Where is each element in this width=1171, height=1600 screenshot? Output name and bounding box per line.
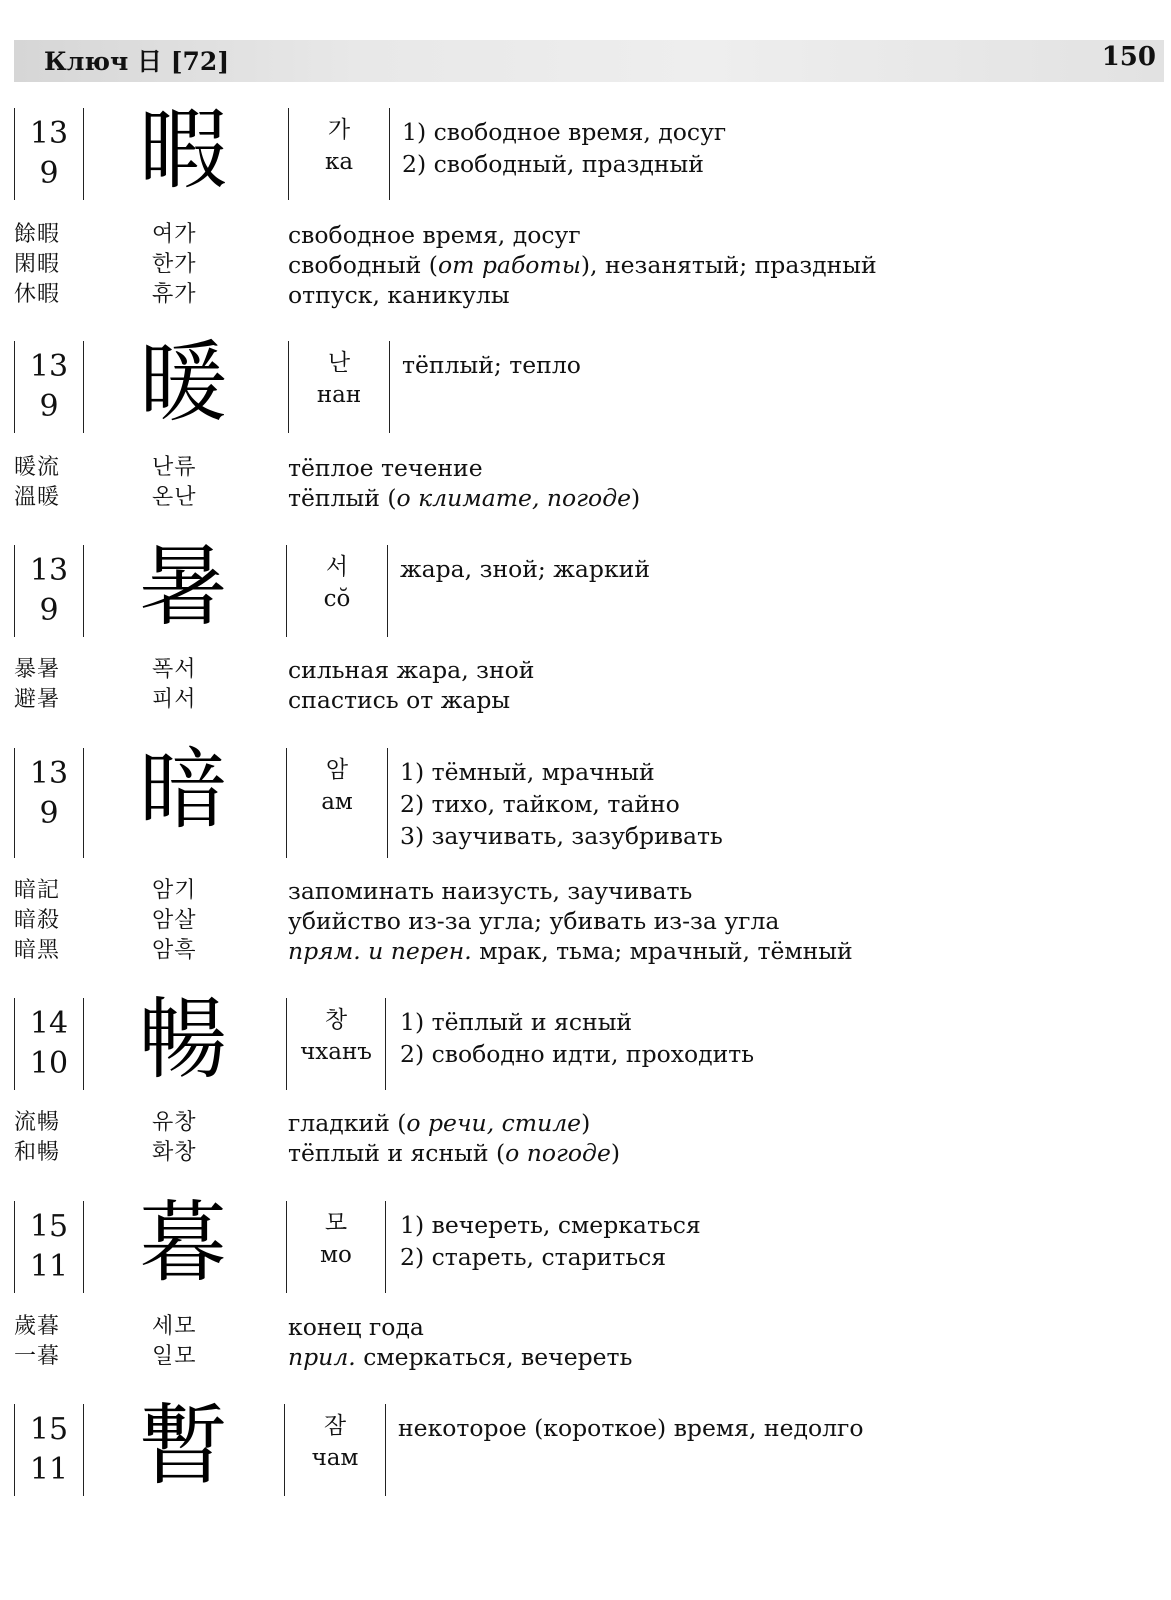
reading-column xyxy=(286,545,388,637)
kanji-character: 暮 xyxy=(138,1191,227,1294)
compound-meaning xyxy=(288,250,877,280)
compounds-list xyxy=(0,453,1171,513)
meaning-line: тёплый; тепло xyxy=(402,351,581,379)
compound-row xyxy=(0,280,1171,310)
cyrillic-reading: мо xyxy=(320,1242,352,1268)
compounds-list xyxy=(0,1108,1171,1168)
compound-hanja: 暗黑 xyxy=(14,938,61,963)
compound-meaning xyxy=(288,220,581,250)
stroke-counts xyxy=(14,341,84,433)
compound-row xyxy=(0,1312,1171,1342)
compound-meaning xyxy=(288,936,853,966)
page-header xyxy=(14,40,1164,82)
stroke-total: 13 xyxy=(29,349,69,384)
compound-korean: 암흑 xyxy=(152,938,197,963)
compound-row xyxy=(0,453,1171,483)
meanings-list xyxy=(400,1201,701,1273)
compound-hanja: 一暮 xyxy=(14,1344,61,1369)
kanji-character: 暑 xyxy=(138,535,227,638)
compound-meaning xyxy=(288,876,692,906)
entry xyxy=(0,988,1171,1091)
kanji-character: 暢 xyxy=(138,988,227,1091)
meaning-text: сильная жара, зной xyxy=(288,656,535,684)
meaning-line: 1) вечереть, смеркаться xyxy=(400,1211,701,1239)
meaning-text: конец года xyxy=(288,1313,424,1341)
compound-row xyxy=(0,1342,1171,1372)
compound-korean: 유창 xyxy=(152,1110,197,1135)
compound-row xyxy=(0,483,1171,513)
stroke-extra: 10 xyxy=(29,1046,69,1081)
compound-hanja: 流暢 xyxy=(14,1110,61,1135)
kanji-character: 暇 xyxy=(138,98,227,201)
compounds-list xyxy=(0,1312,1171,1372)
compound-row xyxy=(0,685,1171,715)
compound-hanja: 和暢 xyxy=(14,1140,61,1165)
grammar-note: о погоде xyxy=(505,1139,611,1167)
reading-column xyxy=(286,998,386,1090)
compound-meaning xyxy=(288,483,640,513)
compound-hanja: 餘暇 xyxy=(14,222,61,247)
meanings-list xyxy=(402,341,581,381)
meaning-line: 1) тёплый и ясный xyxy=(400,1008,633,1036)
cyrillic-reading: ам xyxy=(321,789,353,815)
reading-column xyxy=(288,341,390,433)
meanings-list xyxy=(402,108,726,180)
stroke-extra: 9 xyxy=(39,156,59,191)
compound-meaning xyxy=(288,1138,620,1168)
stroke-total: 15 xyxy=(29,1412,69,1447)
stroke-counts xyxy=(14,1201,84,1293)
meaning-line: 2) свободный, праздный xyxy=(402,150,704,178)
stroke-total: 15 xyxy=(29,1209,69,1244)
compound-meaning xyxy=(288,453,483,483)
kanji-character: 暖 xyxy=(138,331,227,434)
meaning-text: убийство из-за угла; убивать из-за угла xyxy=(288,907,780,935)
meaning-line: 3) заучивать, зазубривать xyxy=(400,822,723,850)
hangul-reading: 가 xyxy=(327,117,351,143)
compound-meaning xyxy=(288,1312,424,1342)
meaning-text: спастись от жары xyxy=(288,686,511,714)
stroke-extra: 9 xyxy=(39,593,59,628)
compound-row xyxy=(0,1108,1171,1138)
grammar-note: от работы xyxy=(437,251,581,279)
reading-column xyxy=(284,1404,386,1496)
cyrillic-reading: чханъ xyxy=(300,1039,372,1065)
stroke-extra: 9 xyxy=(39,389,59,424)
compound-row xyxy=(0,936,1171,966)
stroke-counts xyxy=(14,545,84,637)
meanings-list xyxy=(398,1404,864,1444)
compound-korean: 여가 xyxy=(152,222,197,247)
compound-hanja: 暗記 xyxy=(14,878,61,903)
meaning-text: ), незанятый; праздный xyxy=(580,251,877,279)
meaning-line: 2) стареть, стариться xyxy=(400,1243,667,1271)
compound-meaning xyxy=(288,1342,632,1372)
compounds-list xyxy=(0,655,1171,715)
entry xyxy=(0,331,1171,434)
kanji-character: 暗 xyxy=(138,738,227,841)
compound-korean: 세모 xyxy=(152,1314,197,1339)
compound-korean: 일모 xyxy=(152,1344,197,1369)
stroke-counts xyxy=(14,108,84,200)
hangul-reading: 잠 xyxy=(323,1413,347,1439)
hangul-reading: 암 xyxy=(325,757,349,783)
compound-korean: 한가 xyxy=(152,252,197,277)
compound-korean: 화창 xyxy=(152,1140,197,1165)
compound-hanja: 暗殺 xyxy=(14,908,61,933)
compound-hanja: 歲暮 xyxy=(14,1314,61,1339)
compound-meaning xyxy=(288,685,510,715)
stroke-total: 13 xyxy=(29,756,69,791)
compound-hanja: 休暇 xyxy=(14,282,61,307)
compound-meaning xyxy=(288,1108,590,1138)
stroke-total: 13 xyxy=(29,553,69,588)
compound-row xyxy=(0,906,1171,936)
compound-hanja: 避暑 xyxy=(14,687,61,712)
meaning-text: ) xyxy=(631,484,641,512)
compound-row xyxy=(0,220,1171,250)
meanings-list xyxy=(400,545,650,585)
meaning-line: жара, зной; жаркий xyxy=(400,555,650,583)
meaning-text: ) xyxy=(610,1139,621,1167)
grammar-note: прил. xyxy=(288,1343,356,1371)
entry xyxy=(0,738,1171,858)
compound-hanja: 暖流 xyxy=(14,455,61,480)
entry xyxy=(0,1191,1171,1294)
stroke-counts xyxy=(14,748,84,858)
stroke-total: 14 xyxy=(29,1006,69,1041)
stroke-extra: 11 xyxy=(29,1452,69,1487)
compound-row xyxy=(0,655,1171,685)
reading-column xyxy=(286,1201,386,1293)
meaning-text: тёплый ( xyxy=(288,484,397,512)
reading-column xyxy=(286,748,388,858)
meaning-text: мрак, тьма; мрачный, тёмный xyxy=(471,937,853,965)
cyrillic-reading: нан xyxy=(316,382,362,408)
stroke-extra: 9 xyxy=(39,796,59,831)
stroke-total: 13 xyxy=(29,116,69,151)
meaning-text: свободное время, досуг xyxy=(288,221,581,249)
page-number: 150 xyxy=(1101,42,1156,72)
meaning-text: тёплое течение xyxy=(288,454,483,482)
compound-meaning xyxy=(288,906,779,936)
meaning-line: 2) тихо, тайком, тайно xyxy=(400,790,680,818)
compound-row xyxy=(0,876,1171,906)
stroke-extra: 11 xyxy=(29,1249,69,1284)
hangul-reading: 서 xyxy=(325,554,349,580)
compound-korean: 암기 xyxy=(152,878,197,903)
compound-hanja: 溫暖 xyxy=(14,485,61,510)
radical-title: Ключ 日 [72] xyxy=(44,47,230,76)
compound-korean: 휴가 xyxy=(152,282,197,307)
compounds-list xyxy=(0,876,1171,966)
kanji-character: 暫 xyxy=(138,1394,227,1497)
cyrillic-reading: чам xyxy=(311,1445,359,1471)
meaning-text: тёплый и ясный ( xyxy=(288,1139,506,1167)
compounds-list xyxy=(0,220,1171,310)
meaning-text: гладкий ( xyxy=(288,1109,407,1137)
compound-meaning xyxy=(288,655,534,685)
meaning-text: отпуск, каникулы xyxy=(288,281,510,309)
compound-meaning xyxy=(288,280,510,310)
grammar-note: о речи, стиле xyxy=(406,1109,582,1137)
grammar-note: о климате, погоде xyxy=(396,484,631,512)
meanings-list xyxy=(400,748,723,852)
meaning-text: свободный ( xyxy=(288,251,438,279)
meaning-line: 1) тёмный, мрачный xyxy=(400,758,655,786)
compound-hanja: 閑暇 xyxy=(14,252,61,277)
stroke-counts xyxy=(14,1404,84,1496)
compound-korean: 암살 xyxy=(152,908,197,933)
entry xyxy=(0,98,1171,201)
compound-korean: 온난 xyxy=(152,485,197,510)
meaning-text: запоминать наизусть, заучивать xyxy=(288,877,693,905)
meanings-list xyxy=(400,998,754,1070)
compound-hanja: 暴暑 xyxy=(14,657,61,682)
cyrillic-reading: сŏ xyxy=(323,586,351,612)
compound-row xyxy=(0,250,1171,280)
entry xyxy=(0,535,1171,638)
cyrillic-reading: ка xyxy=(324,149,354,175)
meaning-line: некоторое (короткое) время, недолго xyxy=(398,1414,864,1442)
meaning-line: 1) свободное время, досуг xyxy=(402,118,727,146)
compound-korean: 폭서 xyxy=(152,657,197,682)
hangul-reading: 모 xyxy=(324,1210,348,1236)
hangul-reading: 난 xyxy=(327,350,351,376)
meaning-text: смеркаться, вечереть xyxy=(355,1343,633,1371)
compound-korean: 난류 xyxy=(152,455,197,480)
compound-row xyxy=(0,1138,1171,1168)
stroke-counts xyxy=(14,998,84,1090)
compound-korean: 피서 xyxy=(152,687,197,712)
meaning-text: ) xyxy=(581,1109,591,1137)
grammar-note: прям. и перен. xyxy=(288,937,472,965)
hangul-reading: 창 xyxy=(324,1007,348,1033)
reading-column xyxy=(288,108,390,200)
entry xyxy=(0,1394,1171,1497)
meaning-line: 2) свободно идти, проходить xyxy=(400,1040,755,1068)
